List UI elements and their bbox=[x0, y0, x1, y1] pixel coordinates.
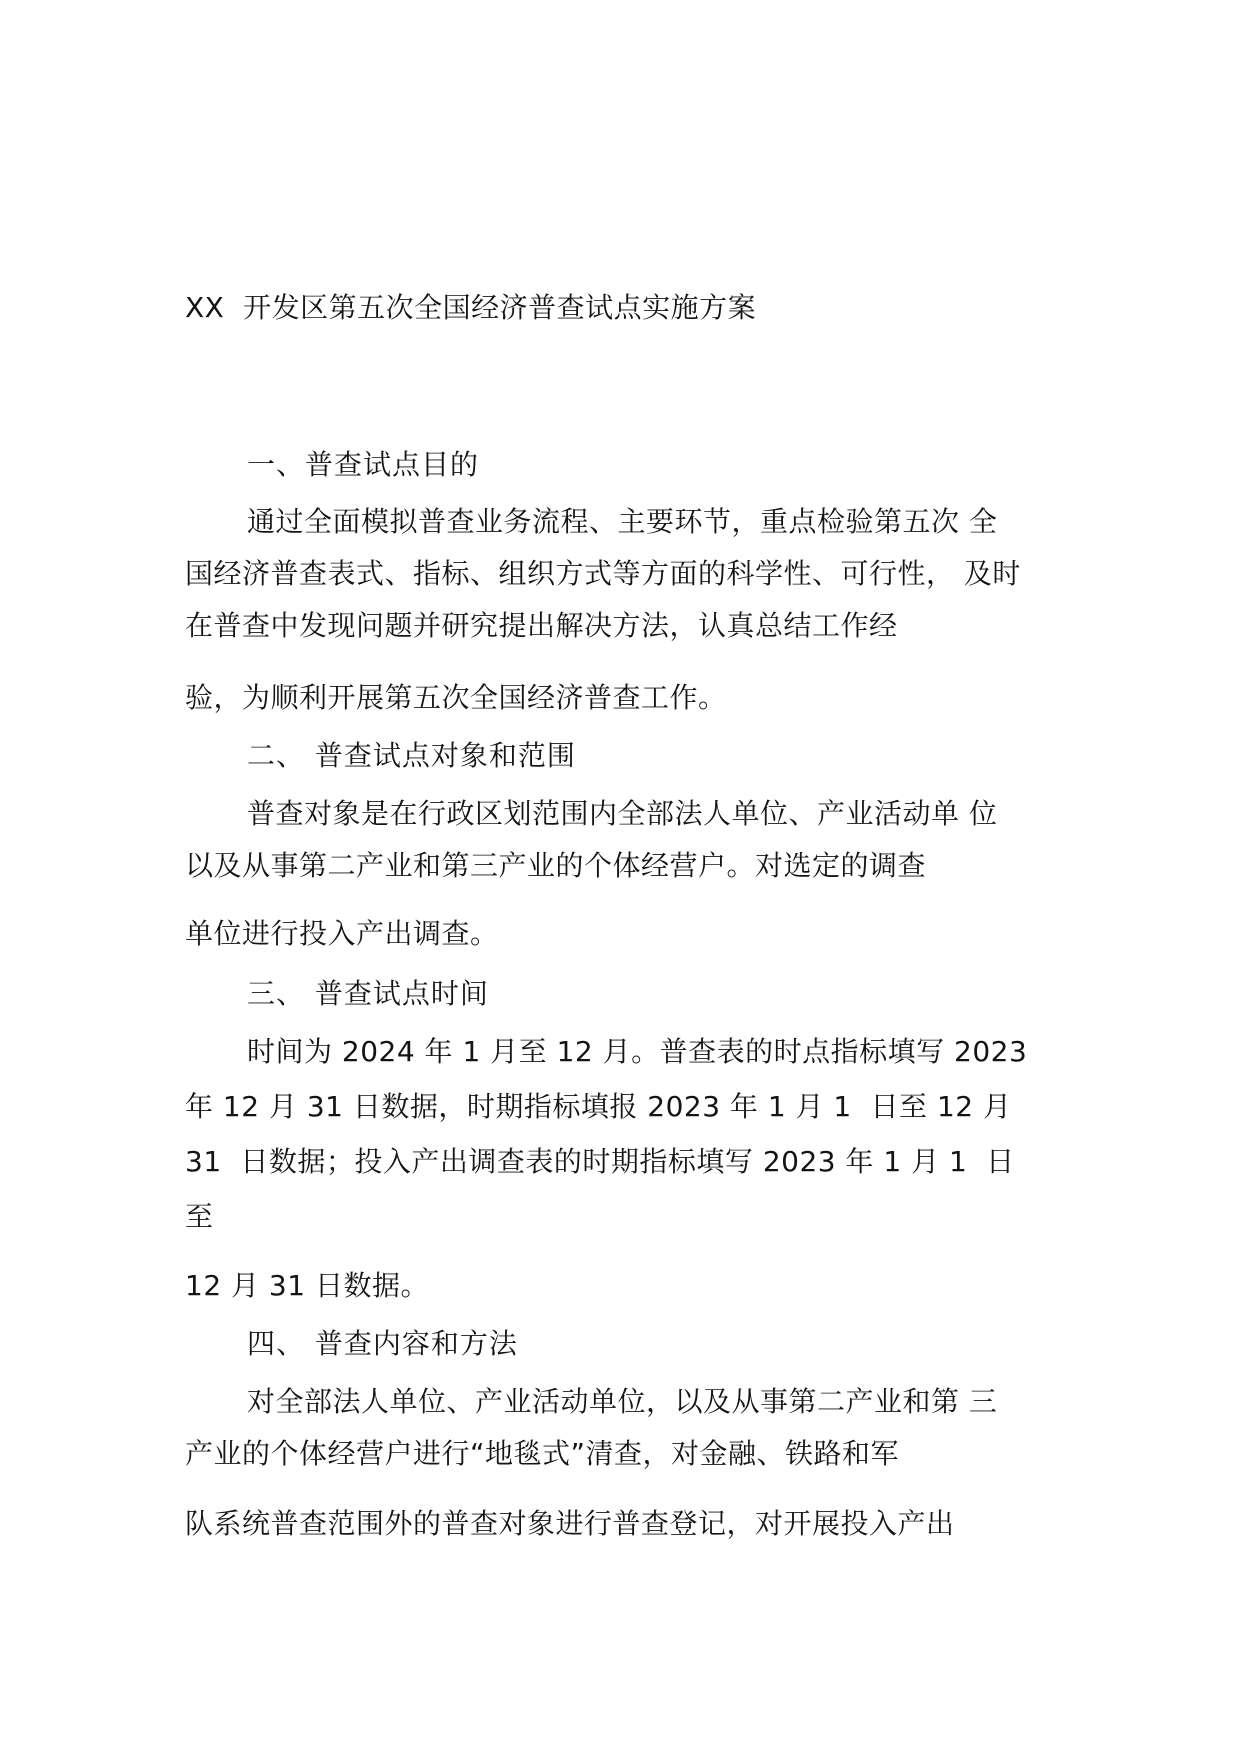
paragraph-line: 通过全面模拟普查业务流程、主要环节，重点检验第五次 全 bbox=[247, 505, 998, 538]
paragraph-line: 验，为顺利开展第五次全国经济普查工作。 bbox=[185, 681, 727, 714]
paragraph-line: 队系统普查范围外的普查对象进行普查登记，对开展投入产出 bbox=[185, 1507, 955, 1540]
paragraph-line: 产业的个体经营户进行“地毯式”清查，对金融、铁路和军 bbox=[185, 1437, 900, 1470]
paragraph-line: 普查对象是在行政区划范围内全部法人单位、产业活动单 位 bbox=[247, 797, 998, 830]
paragraph-line: 以及从事第二产业和第三产业的个体经营户。对选定的调查 bbox=[185, 849, 927, 882]
paragraph-line: 对全部法人单位、产业活动单位，以及从事第二产业和第 三 bbox=[247, 1385, 998, 1418]
paragraph-line: 单位进行投入产出调查。 bbox=[185, 917, 499, 950]
paragraph-line: 至 bbox=[185, 1200, 214, 1233]
section-heading-1: 一、普查试点目的 bbox=[247, 448, 480, 481]
paragraph-line: 12 月 31 日数据。 bbox=[185, 1269, 429, 1302]
section-heading-2: 二、 普查试点对象和范围 bbox=[247, 739, 576, 772]
paragraph-line: 31 日数据；投入产出调查表的时期指标填写 2023 年 1 月 1 日 bbox=[185, 1145, 1015, 1178]
section-heading-4: 四、 普查内容和方法 bbox=[247, 1327, 518, 1360]
section-heading-3: 三、 普查试点时间 bbox=[247, 977, 489, 1010]
paragraph-line: 在普查中发现问题并研究提出解决方法，认真总结工作经 bbox=[185, 609, 898, 642]
paragraph-line: 年 12 月 31 日数据，时期指标填报 2023 年 1 月 1 日至 12 月 bbox=[185, 1090, 1012, 1123]
paragraph-line: 国经济普查表式、指标、组织方式等方面的科学性、可行性， 及时 bbox=[185, 557, 1021, 590]
document-title: XX 开发区第五次全国经济普查试点实施方案 bbox=[185, 291, 757, 324]
paragraph-line: 时间为 2024 年 1 月至 12 月。普查表的时点指标填写 2023 bbox=[247, 1035, 1028, 1068]
